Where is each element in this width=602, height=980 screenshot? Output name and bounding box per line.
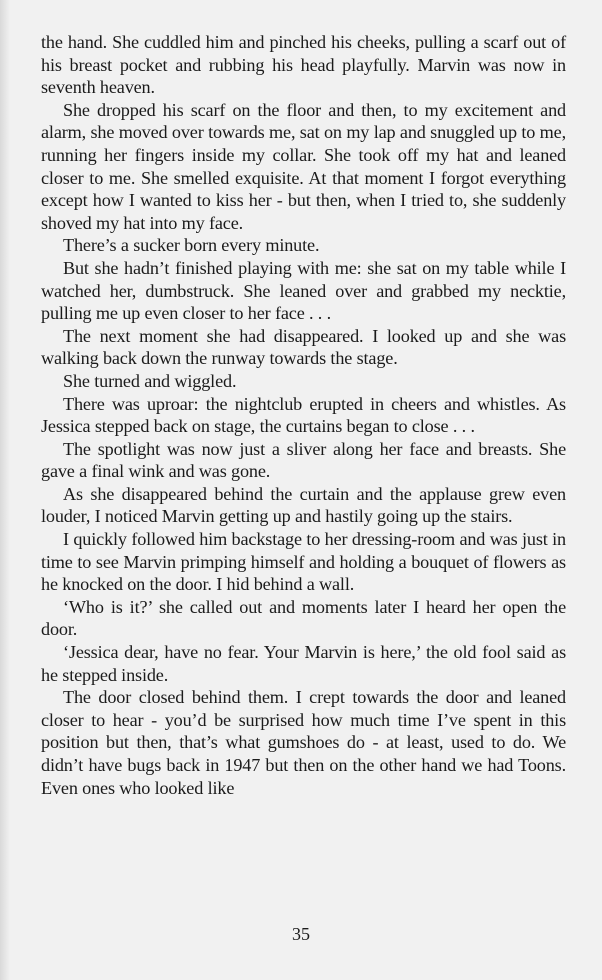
paragraph-3: There’s a sucker born every minute.: [63, 235, 320, 256]
paragraph-12: ‘Jessica dear, have no fear. Your Marvin is here,’ the old fool said as he stepped inside.: [41, 642, 566, 685]
body-text: [41, 31, 566, 799]
paragraph-5: The next moment she had disappeared. I looked up and she was walking back down the runway towards the stage.: [41, 325, 566, 369]
paragraph-11: ‘Who is it?’ she called out and moments later I heard her open the door.: [41, 596, 566, 640]
paragraph-13: The door closed behind them. I crept towards the door and leaned closer to hear - you’d be surprised how much time I’ve spent in this position but then, that’s what gumshoes do - at least, used to do. We didn’t have bugs back in 1947 but then on the other hand we had Toons. Even ones who looked like: [41, 687, 566, 798]
paragraph-6: She turned and wiggled.: [63, 370, 237, 391]
paragraph-7: There was uproar: the nightclub erupted in cheers and whistles. As Jessica stepped back on stage, the curtains began to close . . .: [41, 393, 566, 437]
paragraph-4: But she hadn’t finished playing with me: she sat on my table while I watched her, dumbstruck. She leaned over and grabbed my necktie, pulling me up even closer to her face . . .: [41, 257, 566, 324]
paragraph-2: She dropped his scarf on the floor and then, to my excitement and alarm, she moved over towards me, sat on my lap and snuggled up to me, running her fingers inside my collar. She took off my hat and leaned closer to me. She smelled exquisite. At that moment I forgot everything except how I wanted to kiss her - but then, when I tried to, she suddenly shoved my hat into my face.: [41, 99, 566, 233]
page-number: 35: [292, 924, 310, 944]
paragraph-1: the hand. She cuddled him and pinched his cheeks, pulling a scarf out of his breast pocket and rubbing his head playfully. Marvin was now in seventh heaven.: [41, 32, 566, 98]
paragraph-8: The spotlight was now just a sliver along her face and breasts. She gave a final wink and was gone.: [41, 438, 566, 482]
paragraph-10: I quickly followed him backstage to her dressing-room and was just in time to see Marvin primping himself and holding a bouquet of flowers as he knocked on the door. I hid behind a wall.: [41, 529, 566, 595]
paragraph-9: As she disappeared behind the curtain and the applause grew even louder, I noticed Marvin getting up and hastily going up the stairs.: [41, 483, 566, 527]
